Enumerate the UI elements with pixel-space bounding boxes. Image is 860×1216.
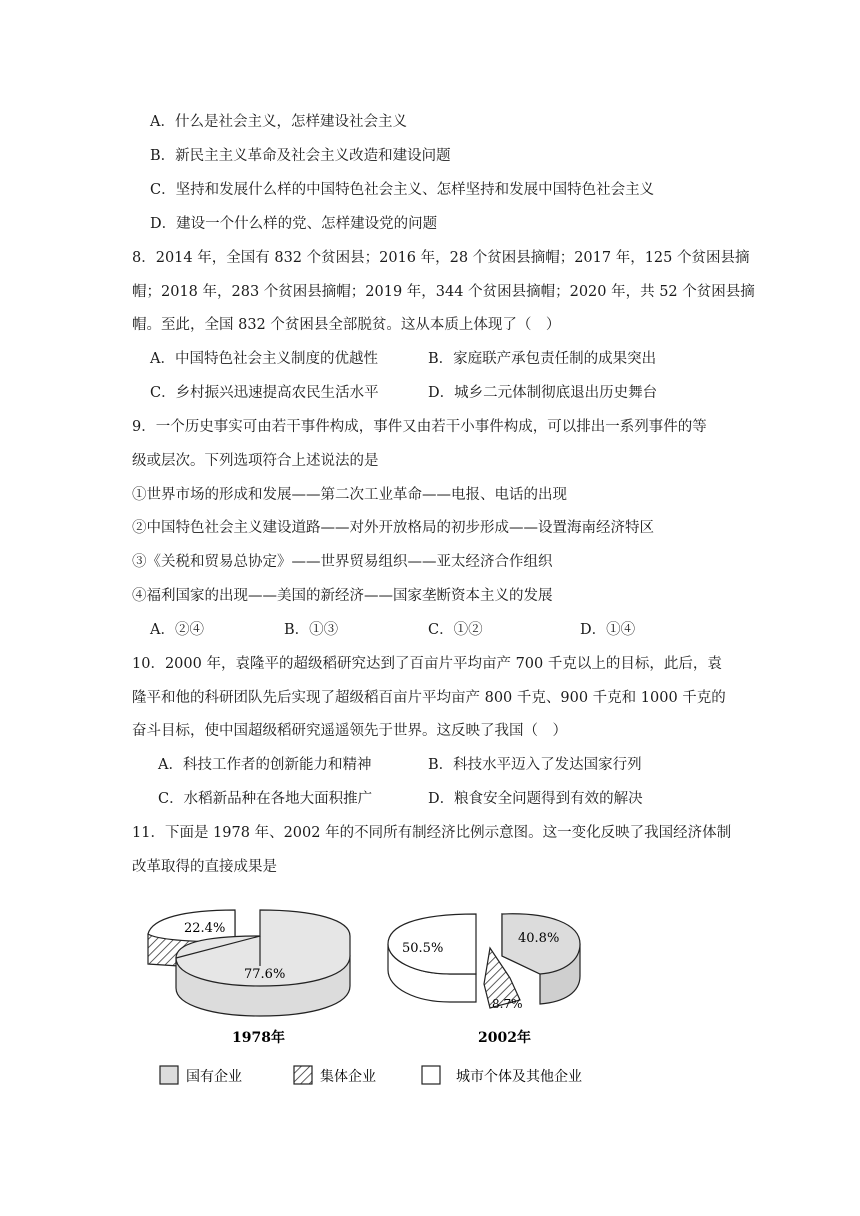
legend-label-private: 城市个体及其他企业 xyxy=(456,1069,582,1085)
q10-stem-line: 隆平和他的科研团队先后实现了超级稻百亩片平均亩产 800 千克、900 千克和 1000 千克的 xyxy=(132,690,726,706)
q9-item: ④福利国家的出现——美国的新经济——国家垄断资本主义的发展 xyxy=(132,588,553,604)
pie-2002-label-collective: 8.7% xyxy=(492,997,523,1011)
q9-option-c: C．①② xyxy=(428,622,483,638)
q9-option-b: B．①③ xyxy=(284,622,339,638)
q9-option-d: D．①④ xyxy=(580,622,636,638)
q7-option-d: D．建设一个什么样的党、怎样建设党的问题 xyxy=(150,216,438,232)
q8-stem-line: 8．2014 年，全国有 832 个贫困县；2016 年，28 个贫困县摘帽；2017 年，125 个贫困县摘 xyxy=(132,250,750,266)
pie-1978-title: 1978年 xyxy=(232,1030,285,1046)
legend-label-collective: 集体企业 xyxy=(320,1069,376,1085)
ownership-pie-chart-figure xyxy=(140,896,620,1096)
q10-option-b: B．科技水平迈入了发达国家行列 xyxy=(428,757,642,773)
q8-option-c: C．乡村振兴迅速提高农民生活水平 xyxy=(150,385,379,401)
q9-item: ③《关税和贸易总协定》——世界贸易组织——亚太经济合作组织 xyxy=(132,554,553,570)
q9-item: ②中国特色社会主义建设道路——对外开放格局的初步形成——设置海南经济特区 xyxy=(132,520,654,536)
pie-2002-slice-private xyxy=(388,914,476,1002)
q10-stem-line: 10．2000 年，袁隆平的超级稻研究达到了百亩片平均亩产 700 千克以上的目标，此后，袁 xyxy=(132,656,722,672)
q7-option-a: A．什么是社会主义，怎样建设社会主义 xyxy=(150,114,407,130)
pie-2002-title: 2002年 xyxy=(478,1030,531,1046)
q9-item: ①世界市场的形成和发展——第二次工业革命——电报、电话的出现 xyxy=(132,487,567,503)
q8-option-b: B．家庭联产承包责任制的成果突出 xyxy=(428,351,657,367)
pie-1978 xyxy=(148,910,350,1046)
pie-2002-label-state: 40.8% xyxy=(518,931,560,946)
q10-option-c: C．水稻新品种在各地大面积推广 xyxy=(158,791,373,807)
q8-stem-line: 帽。至此，全国 832 个贫困县全部脱贫。这从本质上体现了（ ） xyxy=(132,317,561,333)
q9-stem-line: 9．一个历史事实可由若干事件构成，事件又由若干小事件构成，可以排出一系列事件的等 xyxy=(132,419,707,435)
q10-option-d: D．粮食安全问题得到有效的解决 xyxy=(428,791,643,807)
q9-option-a: A．②④ xyxy=(150,622,204,638)
legend-label-state: 国有企业 xyxy=(186,1069,242,1085)
q8-stem-line: 帽；2018 年，283 个贫困县摘帽；2019 年，344 个贫困县摘帽；2020 年，共 52 个贫困县摘 xyxy=(132,284,755,300)
q11-stem-line: 11．下面是 1978 年、2002 年的不同所有制经济比例示意图。这一变化反映了我国经济体制 xyxy=(132,825,732,841)
q7-option-b: B．新民主主义革命及社会主义改造和建设问题 xyxy=(150,148,451,164)
pie-2002-label-private: 50.5% xyxy=(402,941,444,956)
pie-2002 xyxy=(388,914,580,1046)
legend-swatch-state xyxy=(160,1066,178,1084)
pie-1978-label-collective: 22.4% xyxy=(184,921,226,936)
q7-option-c: C．坚持和发展什么样的中国特色社会主义、怎样坚持和发展中国特色社会主义 xyxy=(150,182,655,198)
pie-1978-label-state: 77.6% xyxy=(244,967,286,982)
q9-stem-line: 级或层次。下列选项符合上述说法的是 xyxy=(132,453,379,469)
q10-stem-line: 奋斗目标，使中国超级稻研究遥遥领先于世界。这反映了我国（ ） xyxy=(132,723,567,739)
q8-option-d: D．城乡二元体制彻底退出历史舞台 xyxy=(428,385,658,401)
legend-swatch-collective xyxy=(294,1066,312,1084)
chart-legend xyxy=(160,1066,582,1085)
legend-swatch-private xyxy=(422,1066,440,1084)
q11-stem-line: 改革取得的直接成果是 xyxy=(132,859,277,875)
q10-option-a: A．科技工作者的创新能力和精神 xyxy=(158,757,372,773)
q8-option-a: A．中国特色社会主义制度的优越性 xyxy=(150,351,378,367)
